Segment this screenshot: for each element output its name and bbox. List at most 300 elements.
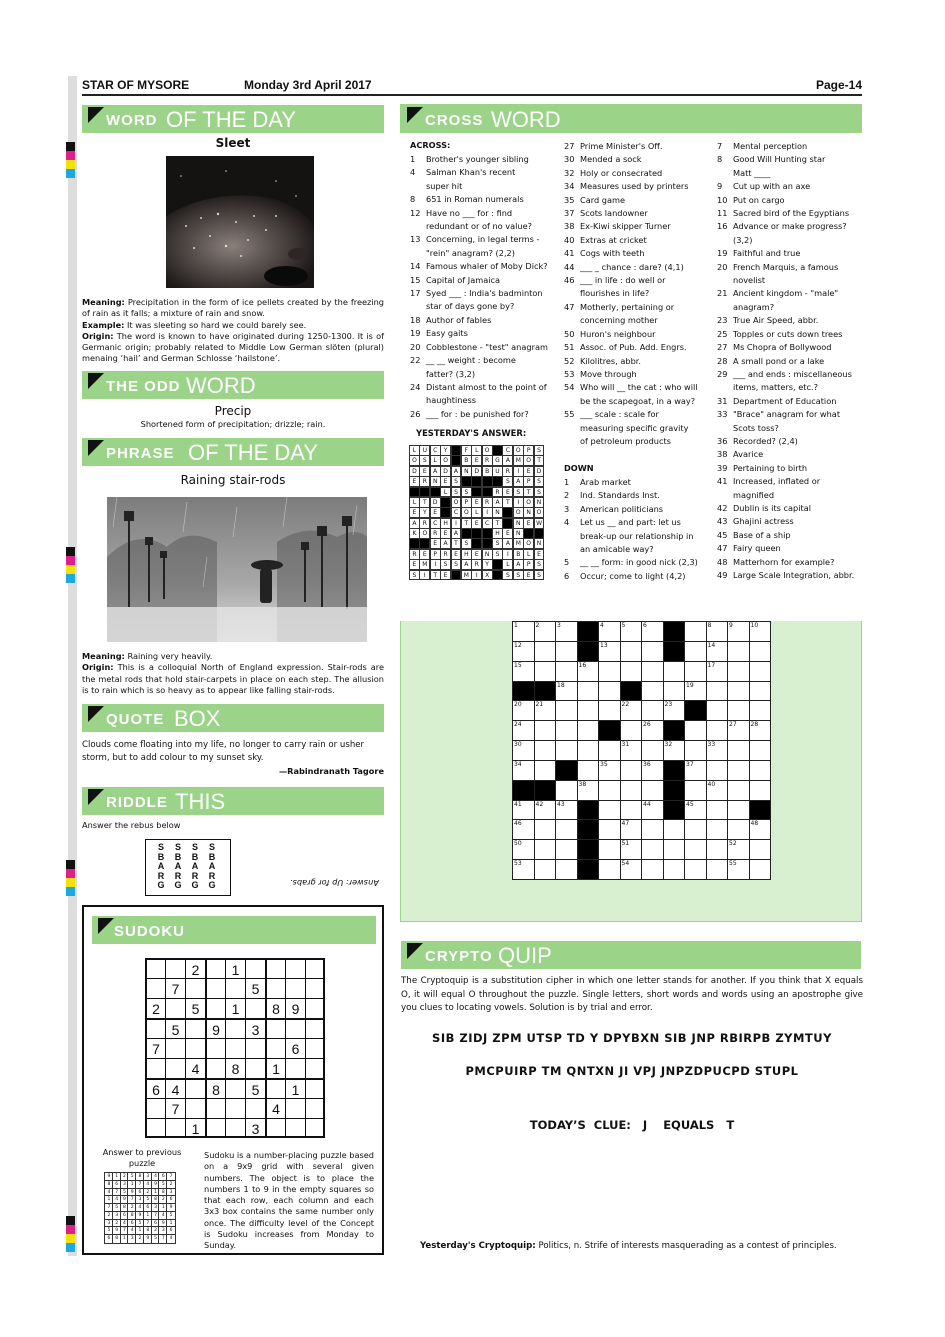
clue-item [564, 381, 714, 394]
sudoku-cell[interactable] [265, 1078, 285, 1098]
sudoku-cell[interactable]: 4 [265, 1098, 285, 1118]
clue-number [717, 301, 733, 314]
crossword-cell[interactable] [598, 819, 621, 840]
sudoku-cell[interactable]: 2 [185, 958, 205, 978]
crossword-cell[interactable] [598, 760, 621, 781]
crossword-cell[interactable] [663, 859, 686, 880]
crossword-cell[interactable] [706, 740, 729, 761]
sudoku-cell[interactable]: 1 [265, 1058, 285, 1078]
origin-text: This is a colloquial North of England expression. Stair-rods are the metal rods that hold stair-carpets in place on each step. The allusion is to rain which is so heavy as to appear like falling stair-rods. [82, 662, 384, 695]
crossword-cell[interactable] [555, 780, 578, 801]
clue-text: redundant or of no value? [426, 221, 532, 232]
sudoku-cell[interactable]: 5 [165, 1018, 185, 1038]
crossword-cell[interactable] [684, 800, 707, 821]
crossword-cell[interactable] [555, 859, 578, 880]
sudoku-cell[interactable] [165, 1118, 185, 1138]
clue-item [564, 234, 714, 247]
black-square [555, 760, 578, 781]
sudoku-cell[interactable] [205, 1058, 225, 1078]
clue-number [410, 300, 426, 313]
sudoku-cell[interactable] [185, 1018, 205, 1038]
crossword-cell[interactable] [598, 681, 621, 702]
sudoku-cell[interactable] [305, 958, 325, 978]
crossword-cell[interactable] [727, 621, 750, 642]
crossword-cell[interactable] [749, 819, 772, 840]
sudoku-cell[interactable] [265, 1118, 285, 1138]
sudoku-cell[interactable]: 3 [245, 1018, 265, 1038]
crossword-cell[interactable] [534, 800, 557, 821]
crossword-cell[interactable] [620, 859, 643, 880]
sudoku-cell[interactable] [165, 998, 185, 1018]
answer-cell: H [440, 518, 451, 529]
crossword-cell[interactable] [727, 661, 750, 682]
previous-answer-cell: 5 [151, 1234, 160, 1244]
sudoku-cell[interactable] [145, 958, 165, 978]
sudoku-cell[interactable]: 8 [205, 1078, 225, 1098]
crossword-cell[interactable] [706, 859, 729, 880]
crossword-cell[interactable] [663, 681, 686, 702]
previous-answer-cell: 3 [135, 1195, 144, 1204]
crossword-cell[interactable] [663, 740, 686, 761]
sudoku-cell[interactable]: 5 [185, 998, 205, 1018]
crossword-cell[interactable] [727, 641, 750, 662]
clue-text: Measures used by printers [580, 181, 689, 192]
answer-cell: M [513, 538, 524, 549]
answer-cell: W [534, 518, 545, 529]
sudoku-cell[interactable] [185, 1038, 205, 1058]
answer-cell: A [451, 528, 462, 539]
crossword-cell[interactable] [663, 661, 686, 682]
clue-number: 36 [717, 435, 728, 446]
crossword-cell[interactable] [534, 819, 557, 840]
section-title-b: THIS [175, 789, 226, 814]
sudoku-cell[interactable] [225, 978, 245, 998]
answer-cell: O [513, 507, 524, 518]
crossword-cell[interactable] [706, 661, 729, 682]
sudoku-cell[interactable]: 5 [245, 978, 265, 998]
clue-item [717, 569, 862, 582]
crossword-cell[interactable] [512, 760, 535, 781]
sudoku-cell[interactable] [265, 958, 285, 978]
crossword-cell[interactable] [641, 641, 664, 662]
clue-text: measuring specific gravity [580, 422, 689, 433]
crossword-cell[interactable] [749, 760, 772, 781]
answer-cell: N [523, 507, 534, 518]
crossword-cell[interactable] [577, 780, 600, 801]
crossword-cell[interactable] [684, 740, 707, 761]
crossword-cell[interactable] [598, 740, 621, 761]
previous-answer-cell: 3 [104, 1219, 113, 1228]
crossword-cell[interactable] [641, 800, 664, 821]
down-label: DOWN [564, 463, 594, 473]
sudoku-cell[interactable]: 8 [225, 1058, 245, 1078]
sudoku-cell[interactable]: 6 [285, 1038, 305, 1058]
previous-answer-cell: 4 [104, 1188, 113, 1197]
crossword-cell[interactable] [598, 700, 621, 721]
crossword-cell[interactable] [706, 819, 729, 840]
sudoku-grid[interactable] [145, 958, 325, 1138]
crossword-cell[interactable] [684, 720, 707, 741]
crossword-cell[interactable] [620, 740, 643, 761]
sudoku-cell[interactable] [265, 1018, 285, 1038]
crossword-cell[interactable] [684, 681, 707, 702]
crossword-cell[interactable] [641, 760, 664, 781]
crossword-cell[interactable] [749, 641, 772, 662]
sudoku-cell[interactable] [145, 1098, 165, 1118]
crossword-cell[interactable] [534, 661, 557, 682]
sudoku-cell[interactable]: 1 [225, 958, 245, 978]
crossword-cell[interactable] [641, 780, 664, 801]
crossword-cell[interactable] [641, 700, 664, 721]
crossword-cell[interactable] [598, 780, 621, 801]
sudoku-cell[interactable] [285, 1018, 305, 1038]
crossword-cell[interactable] [598, 859, 621, 880]
crossword-cell[interactable] [512, 740, 535, 761]
crossword-cell[interactable] [727, 681, 750, 702]
crossword-cell[interactable] [598, 621, 621, 642]
clue-number: 52 [564, 355, 575, 366]
sudoku-cell[interactable] [285, 1118, 305, 1138]
sudoku-cell[interactable]: 1 [225, 998, 245, 1018]
crossword-cell[interactable] [620, 839, 643, 860]
previous-answer-cell: 9 [151, 1180, 160, 1189]
sudoku-cell[interactable]: 1 [185, 1118, 205, 1138]
crossword-cell[interactable] [727, 839, 750, 860]
crossword-cell[interactable] [598, 839, 621, 860]
crossword-cell[interactable] [555, 700, 578, 721]
clue-number [564, 314, 580, 327]
crossword-cell[interactable] [749, 740, 772, 761]
sudoku-cell[interactable] [225, 1038, 245, 1058]
crossword-cell[interactable] [641, 720, 664, 741]
sudoku-cell[interactable] [285, 1098, 305, 1118]
cell-number: 6 [643, 622, 647, 629]
sudoku-cell[interactable] [225, 1018, 245, 1038]
black-square [492, 559, 503, 570]
sudoku-cell[interactable] [245, 998, 265, 1018]
clue-number: 34 [564, 181, 575, 192]
crossword-cell[interactable] [706, 681, 729, 702]
crossword-cell[interactable] [727, 760, 750, 781]
crossword-cell[interactable] [534, 740, 557, 761]
crossword-cell[interactable] [555, 641, 578, 662]
crossword-cell[interactable] [620, 661, 643, 682]
crossword-cell[interactable] [555, 740, 578, 761]
sudoku-cell[interactable] [305, 1038, 325, 1058]
sudoku-cell[interactable] [285, 1058, 305, 1078]
cell-number: 51 [621, 840, 630, 848]
page-number: Page-14 [816, 78, 863, 92]
sudoku-cell[interactable] [185, 1078, 205, 1098]
crossword-cell[interactable] [620, 780, 643, 801]
sudoku-cell[interactable] [225, 1078, 245, 1098]
crossword-cell[interactable] [749, 681, 772, 702]
answer-cell: D [534, 466, 545, 477]
sudoku-cell[interactable]: 9 [285, 998, 305, 1018]
crossword-cell[interactable] [534, 839, 557, 860]
answer-cell: L [502, 559, 513, 570]
crossword-cell[interactable] [706, 760, 729, 781]
crossword-cell[interactable] [706, 839, 729, 860]
sudoku-cell[interactable]: 4 [185, 1058, 205, 1078]
clue-item [717, 368, 862, 381]
crossword-cell[interactable] [512, 859, 535, 880]
clue-item [410, 354, 560, 367]
answer-cell: A [451, 466, 462, 477]
crossword-cell[interactable] [727, 859, 750, 880]
crossword-cell[interactable] [749, 720, 772, 741]
sudoku-cell[interactable] [145, 1118, 165, 1138]
sudoku-cell[interactable] [185, 1098, 205, 1118]
crossword-cell[interactable] [727, 819, 750, 840]
previous-answer-cell: 1 [151, 1188, 160, 1197]
down-clues-col2 [564, 476, 714, 583]
crossword-cell[interactable] [684, 839, 707, 860]
clue-number: 15 [410, 274, 421, 285]
sudoku-cell[interactable] [265, 1038, 285, 1058]
sudoku-cell[interactable] [265, 978, 285, 998]
rebus-column: S B A R G [157, 842, 165, 890]
crossword-cell[interactable] [620, 819, 643, 840]
sudoku-cell[interactable]: 6 [145, 1078, 165, 1098]
crossword-cell[interactable] [684, 641, 707, 662]
crossword-cell[interactable] [684, 859, 707, 880]
sudoku-cell[interactable]: 2 [145, 998, 165, 1018]
crossword-cell[interactable] [706, 780, 729, 801]
crossword-cell[interactable] [706, 700, 729, 721]
answer-cell: S [534, 487, 545, 498]
sudoku-cell[interactable] [305, 978, 325, 998]
sudoku-cell[interactable] [145, 978, 165, 998]
cell-number: 46 [514, 820, 522, 828]
sudoku-cell[interactable] [245, 1058, 265, 1078]
clue-item [717, 341, 862, 354]
crossword-cell[interactable] [727, 720, 750, 741]
sudoku-cell[interactable] [305, 1078, 325, 1098]
answer-cell: H [461, 549, 472, 560]
clue-text: Salman Khan's recent [426, 167, 516, 178]
answer-cell: R [430, 528, 441, 539]
crossword-cell[interactable] [555, 720, 578, 741]
sudoku-cell[interactable]: 7 [145, 1038, 165, 1058]
crossword-cell[interactable] [749, 839, 772, 860]
crossword-cell[interactable] [620, 700, 643, 721]
color-registration-mark [66, 142, 75, 178]
crossword-cell[interactable] [684, 760, 707, 781]
answer-cell: N [513, 518, 524, 529]
crossword-cell[interactable] [684, 621, 707, 642]
section-title-a: CROSS [425, 112, 484, 129]
crossword-cell[interactable] [641, 819, 664, 840]
sudoku-cell[interactable] [165, 958, 185, 978]
sudoku-cell[interactable] [305, 1098, 325, 1118]
cryptoquip-header [401, 941, 861, 969]
cell-number: 43 [557, 800, 565, 808]
sudoku-cell[interactable] [305, 1018, 325, 1038]
crossword-cell[interactable] [555, 681, 578, 702]
clue-number: 8 [717, 154, 723, 165]
sudoku-cell[interactable] [205, 1118, 225, 1138]
crossword-cell[interactable] [512, 641, 535, 662]
previous-answer-cell: 2 [127, 1203, 136, 1212]
sudoku-cell[interactable] [245, 1098, 265, 1118]
previous-answer-cell: 4 [112, 1195, 121, 1204]
crossword-grid[interactable] [512, 621, 770, 879]
sudoku-cell[interactable] [145, 1018, 165, 1038]
crossword-cell[interactable] [641, 859, 664, 880]
sudoku-cell[interactable] [225, 1118, 245, 1138]
clue-text: Topples or cuts down trees [733, 328, 843, 339]
sudoku-cell[interactable] [165, 1058, 185, 1078]
crossword-cell[interactable] [749, 780, 772, 801]
crossword-cell[interactable] [749, 859, 772, 880]
crossword-cell[interactable] [512, 800, 535, 821]
sudoku-cell[interactable]: 5 [245, 1078, 265, 1098]
clue-number: 51 [564, 342, 575, 353]
crossword-cell[interactable] [706, 621, 729, 642]
crossword-cell[interactable] [727, 800, 750, 821]
crossword-cell[interactable] [663, 839, 686, 860]
black-square [492, 570, 503, 581]
crossword-cell[interactable] [727, 780, 750, 801]
crossword-cell[interactable] [727, 700, 750, 721]
crossword-cell[interactable] [577, 661, 600, 682]
answer-cell: P [523, 476, 534, 487]
previous-answer-cell: 1 [120, 1234, 129, 1244]
black-square [663, 621, 686, 642]
sudoku-cell[interactable]: 8 [265, 998, 285, 1018]
crossword-cell[interactable] [706, 800, 729, 821]
clue-text: Huron's neighbour [580, 328, 656, 339]
crossword-cell[interactable] [534, 621, 557, 642]
clue-number: 11 [717, 208, 728, 219]
crossword-cell[interactable] [512, 819, 535, 840]
clue-text: Matt ____ [733, 167, 771, 178]
yesterday-cryptoquip-text: Politics, n. Strife of interests masquerading as a contest of principles. [538, 1241, 837, 1251]
crossword-cell[interactable] [534, 859, 557, 880]
crossword-cell[interactable] [749, 661, 772, 682]
sudoku-cell[interactable]: 7 [165, 1098, 185, 1118]
clue-text: Dublin is its capital [733, 502, 812, 513]
previous-answer-cell: 2 [158, 1195, 167, 1204]
sudoku-cell[interactable] [205, 958, 225, 978]
crossword-cell[interactable] [577, 760, 600, 781]
crossword-cell[interactable] [577, 720, 600, 741]
sudoku-cell[interactable]: 1 [285, 1078, 305, 1098]
crossword-cell[interactable] [512, 839, 535, 860]
crossword-cell[interactable] [555, 839, 578, 860]
crossword-cell[interactable] [620, 800, 643, 821]
crossword-cell[interactable] [577, 681, 600, 702]
clue-text: Famous whaler of Moby Dick? [426, 261, 548, 272]
sudoku-cell[interactable] [225, 1098, 245, 1118]
sudoku-cell[interactable] [185, 978, 205, 998]
crossword-cell[interactable] [706, 720, 729, 741]
crossword-cell[interactable] [684, 819, 707, 840]
crossword-cell[interactable] [555, 800, 578, 821]
crossword-cell[interactable] [598, 661, 621, 682]
crossword-cell[interactable] [512, 661, 535, 682]
crossword-cell[interactable] [534, 760, 557, 781]
answer-cell: L [440, 487, 451, 498]
crossword-cell[interactable] [620, 641, 643, 662]
crossword-cell[interactable] [684, 780, 707, 801]
sudoku-cell[interactable] [205, 1098, 225, 1118]
answer-cell: E [534, 549, 545, 560]
sudoku-cell[interactable] [165, 1038, 185, 1058]
answer-cell: E [409, 507, 420, 518]
sudoku-cell[interactable]: 9 [205, 1018, 225, 1038]
crossword-cell[interactable] [555, 661, 578, 682]
section-title-a: THE ODD [106, 378, 181, 395]
black-square [502, 507, 513, 518]
sudoku-cell[interactable]: 4 [165, 1078, 185, 1098]
sudoku-cell[interactable]: 7 [165, 978, 185, 998]
clue-text: Have no ___ for : find [426, 207, 513, 218]
crossword-cell[interactable] [641, 681, 664, 702]
crossword-cell[interactable] [641, 621, 664, 642]
sudoku-cell[interactable] [205, 998, 225, 1018]
sudoku-cell[interactable]: 3 [245, 1118, 265, 1138]
previous-answer-cell: 5 [120, 1188, 129, 1197]
answer-cell: O [523, 497, 534, 508]
crossword-cell[interactable] [727, 740, 750, 761]
clue-text: Extras at cricket [580, 234, 647, 245]
answer-cell: T [502, 497, 513, 508]
crossword-cell[interactable] [620, 720, 643, 741]
sudoku-cell[interactable] [205, 978, 225, 998]
crossword-cell[interactable] [598, 641, 621, 662]
crossword-cell[interactable] [598, 800, 621, 821]
sudoku-cell[interactable] [245, 1038, 265, 1058]
previous-answer-cell: 9 [112, 1226, 121, 1235]
clue-item [410, 314, 560, 327]
crossword-cell[interactable] [641, 661, 664, 682]
crossword-cell[interactable] [512, 621, 535, 642]
sudoku-cell[interactable] [245, 958, 265, 978]
crossword-cell[interactable] [749, 700, 772, 721]
crossword-cell[interactable] [534, 700, 557, 721]
sudoku-cell[interactable] [285, 978, 305, 998]
crossword-cell[interactable] [577, 700, 600, 721]
answer-cell: N [430, 476, 441, 487]
crossword-cell[interactable] [512, 720, 535, 741]
crossword-cell[interactable] [577, 740, 600, 761]
crossword-cell[interactable] [641, 839, 664, 860]
crossword-cell[interactable] [555, 621, 578, 642]
crossword-cell[interactable] [641, 740, 664, 761]
crossword-cell[interactable] [534, 720, 557, 741]
crossword-cell[interactable] [663, 819, 686, 840]
crossword-cell[interactable] [706, 641, 729, 662]
crossword-cell[interactable] [534, 641, 557, 662]
clue-item [564, 153, 714, 166]
crossword-cell[interactable] [749, 621, 772, 642]
previous-answer-cell: 5 [158, 1180, 167, 1189]
crossword-cell[interactable] [620, 760, 643, 781]
sudoku-cell[interactable] [305, 998, 325, 1018]
sudoku-cell[interactable] [305, 1058, 325, 1078]
sudoku-cell[interactable] [205, 1038, 225, 1058]
sudoku-cell[interactable] [285, 958, 305, 978]
crossword-cell[interactable] [620, 621, 643, 642]
crossword-cell[interactable] [512, 700, 535, 721]
crossword-cell[interactable] [555, 819, 578, 840]
sudoku-cell[interactable] [305, 1118, 325, 1138]
sudoku-cell[interactable] [145, 1058, 165, 1078]
crossword-cell[interactable] [663, 700, 686, 721]
crossword-cell[interactable] [684, 661, 707, 682]
